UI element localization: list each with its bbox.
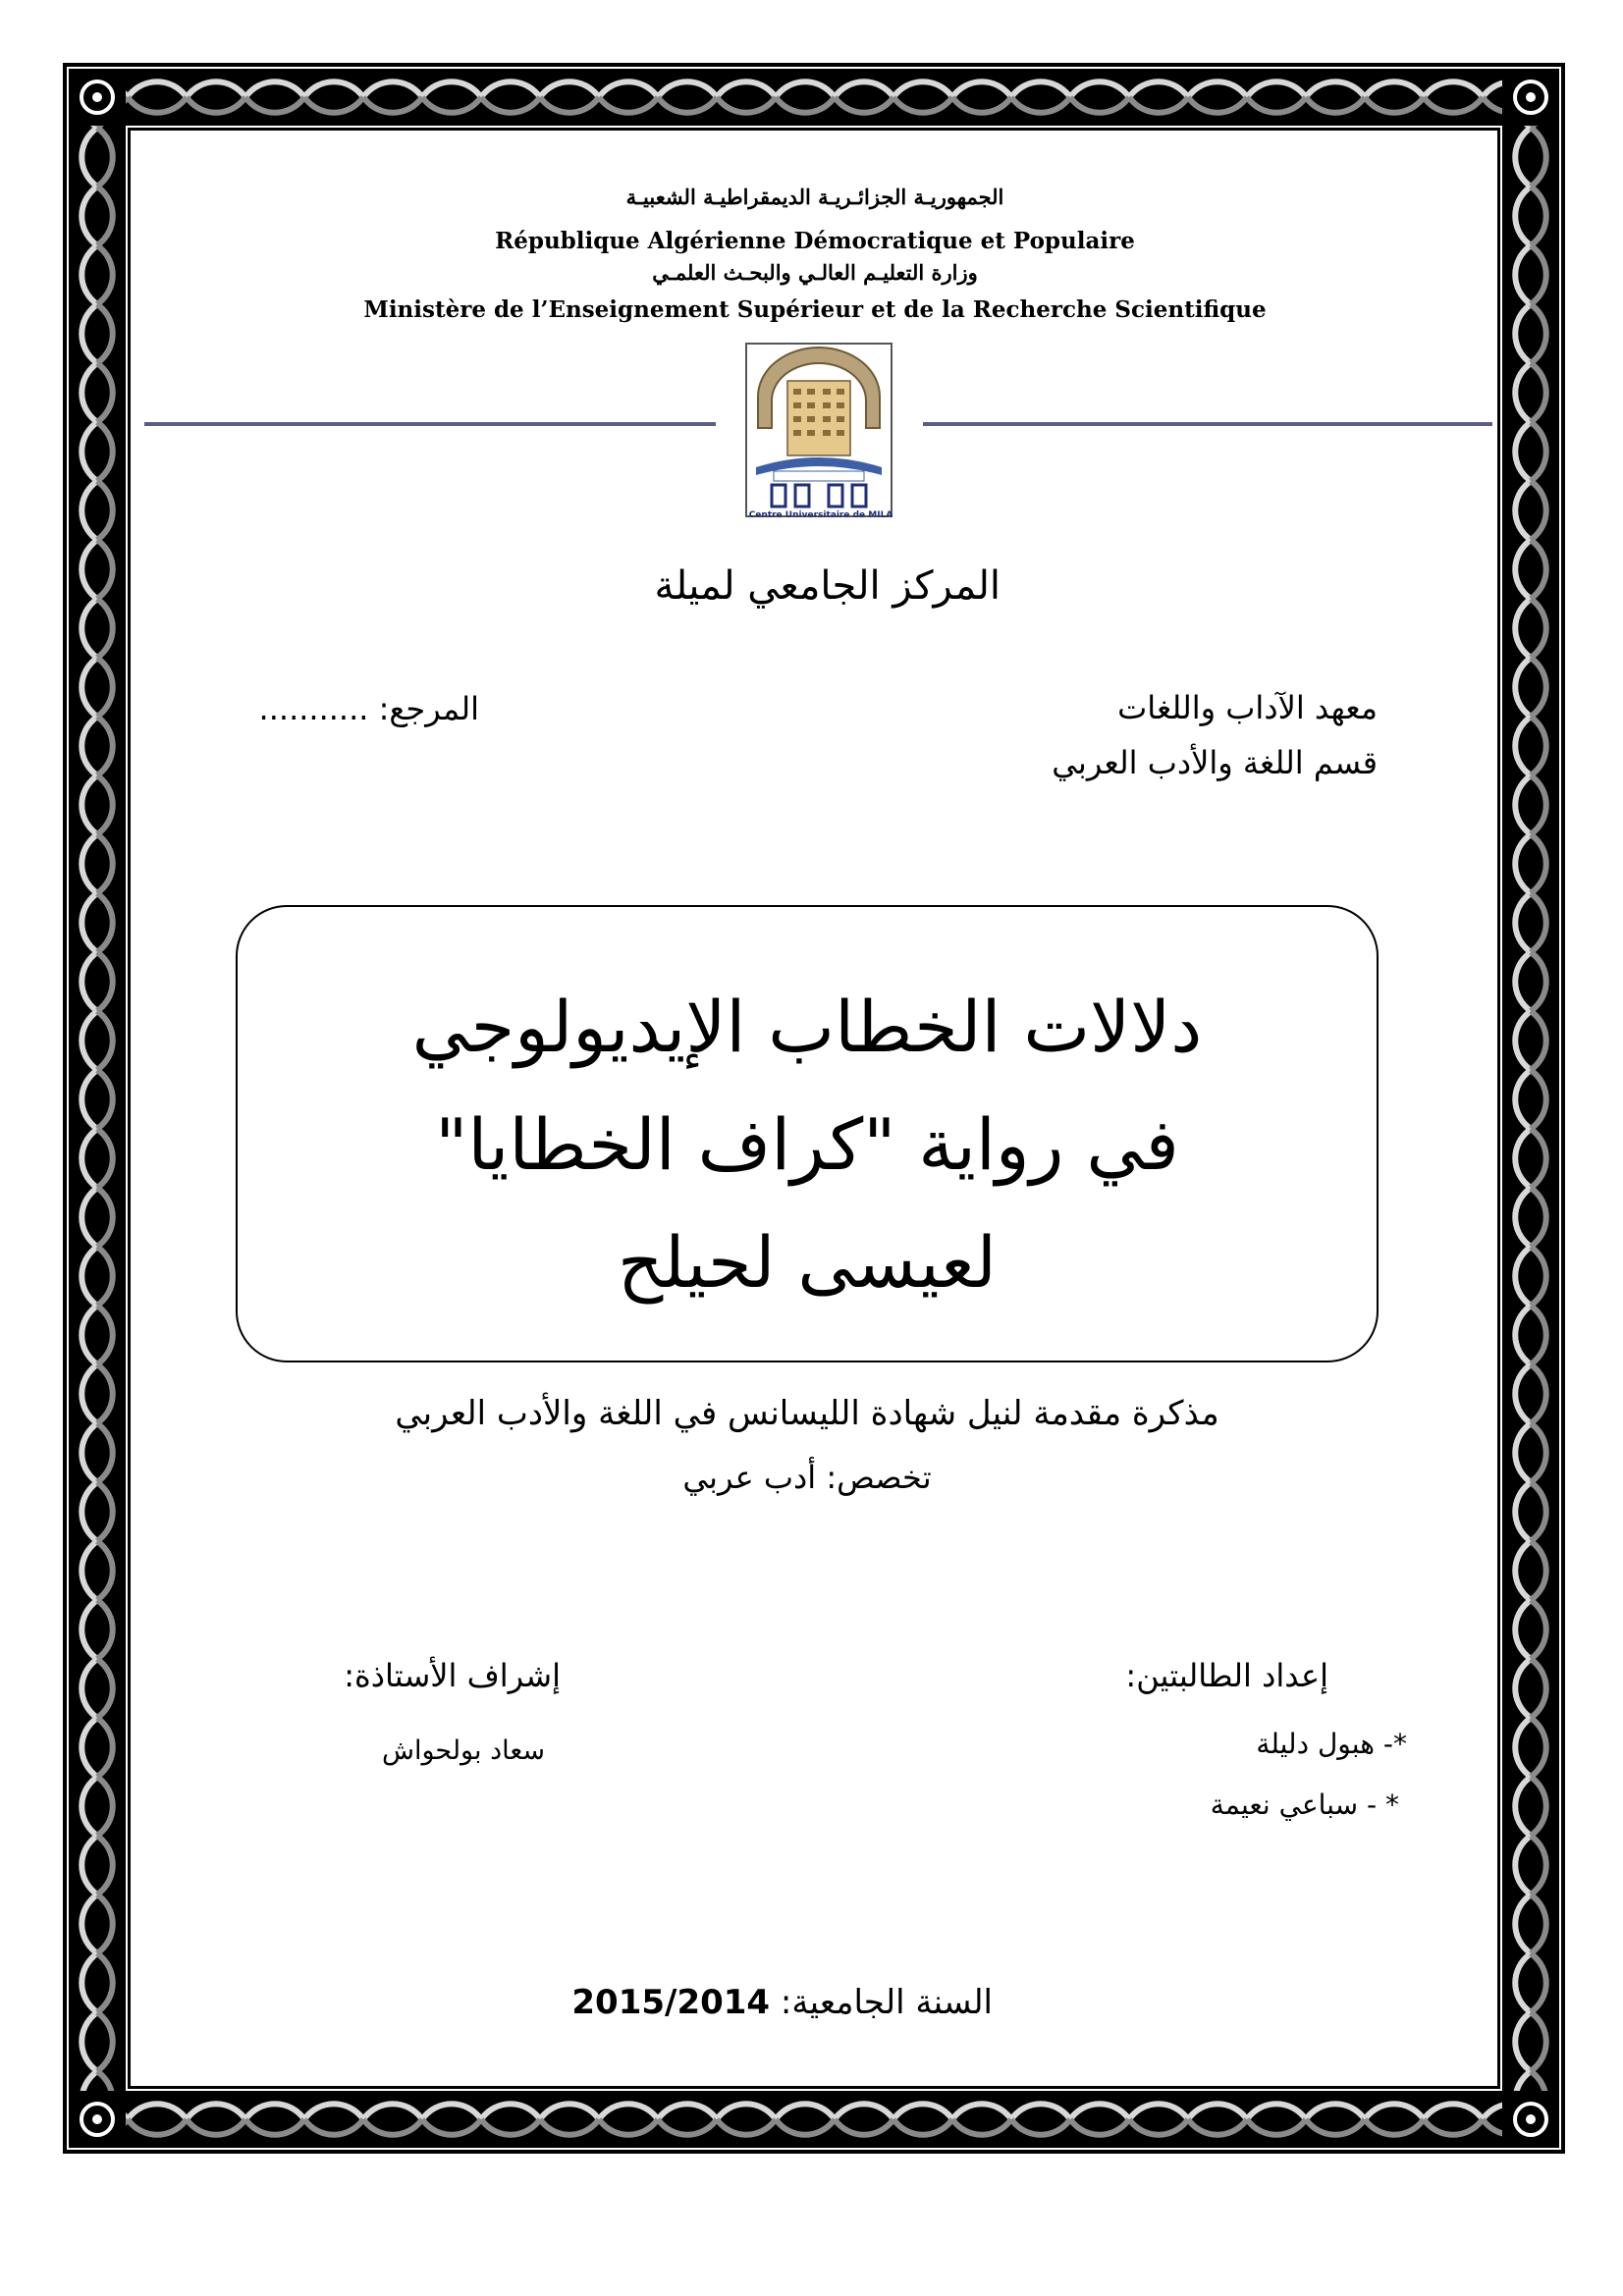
border-pattern-right: [1502, 69, 1559, 2148]
academic-year-label: السنة الجامعية:: [780, 1983, 993, 2022]
thesis-title-line-3: لعيسى لحيلح: [618, 1221, 997, 1304]
reference-number: المرجع: ...........: [258, 690, 479, 727]
header-republic-arabic: الجمهوريـة الجزائـريـة الديمقراطيـة الشعبيـة: [625, 185, 1004, 209]
memo-description: مذكرة مقدمة لنيل شهادة الليسانس في اللغة والأدب العربي: [395, 1394, 1219, 1433]
border-corner-ornament-icon: [1502, 2091, 1559, 2148]
border-corner-ornament-icon: [69, 69, 126, 126]
thesis-title-line-1: دلالات الخطاب الإيديولوجي: [411, 986, 1203, 1068]
border-pattern-left: [69, 69, 126, 2148]
university-center-name: المركز الجامعي لميلة: [654, 563, 1001, 609]
border-pattern-top: [69, 69, 1559, 126]
logo-caption: Centre Universitaire de MILA: [748, 510, 893, 520]
header-divider-left: [144, 422, 716, 426]
department-name: قسم اللغة والأدب العربي: [1052, 744, 1378, 781]
header-divider-right: [923, 422, 1492, 426]
border-corner-ornament-icon: [1502, 69, 1559, 126]
specialty: تخصص: أدب عربي: [682, 1459, 932, 1496]
header-ministry-french: Ministère de l’Enseignement Supérieur et de la Recherche Scientifique: [363, 296, 1267, 323]
supervision-label: إشراف الأستاذة:: [344, 1657, 561, 1694]
student-name-1: *- هبول دليلة: [1256, 1728, 1407, 1760]
academic-year-value: 2015/2014: [571, 1983, 771, 2022]
university-building-logo-icon: [734, 338, 903, 526]
thesis-title-line-2: في رواية "كراف الخطايا": [435, 1103, 1179, 1186]
header-republic-french: République Algérienne Démocratique et Populaire: [495, 228, 1135, 254]
supervisor-name: سعاد بولحواش: [381, 1735, 545, 1766]
border-corner-ornament-icon: [69, 2091, 126, 2148]
academic-year: [571, 1983, 993, 2022]
institute-name: معهد الآداب واللغات: [1117, 689, 1378, 726]
prepared-by-label: إعداد الطالبتين:: [1125, 1657, 1328, 1694]
student-name-2: * - سباعي نعيمة: [1210, 1789, 1399, 1821]
border-pattern-bottom: [69, 2091, 1559, 2148]
header-ministry-arabic: وزارة التعليـم العالـي والبحـث العلمـي: [652, 260, 978, 285]
